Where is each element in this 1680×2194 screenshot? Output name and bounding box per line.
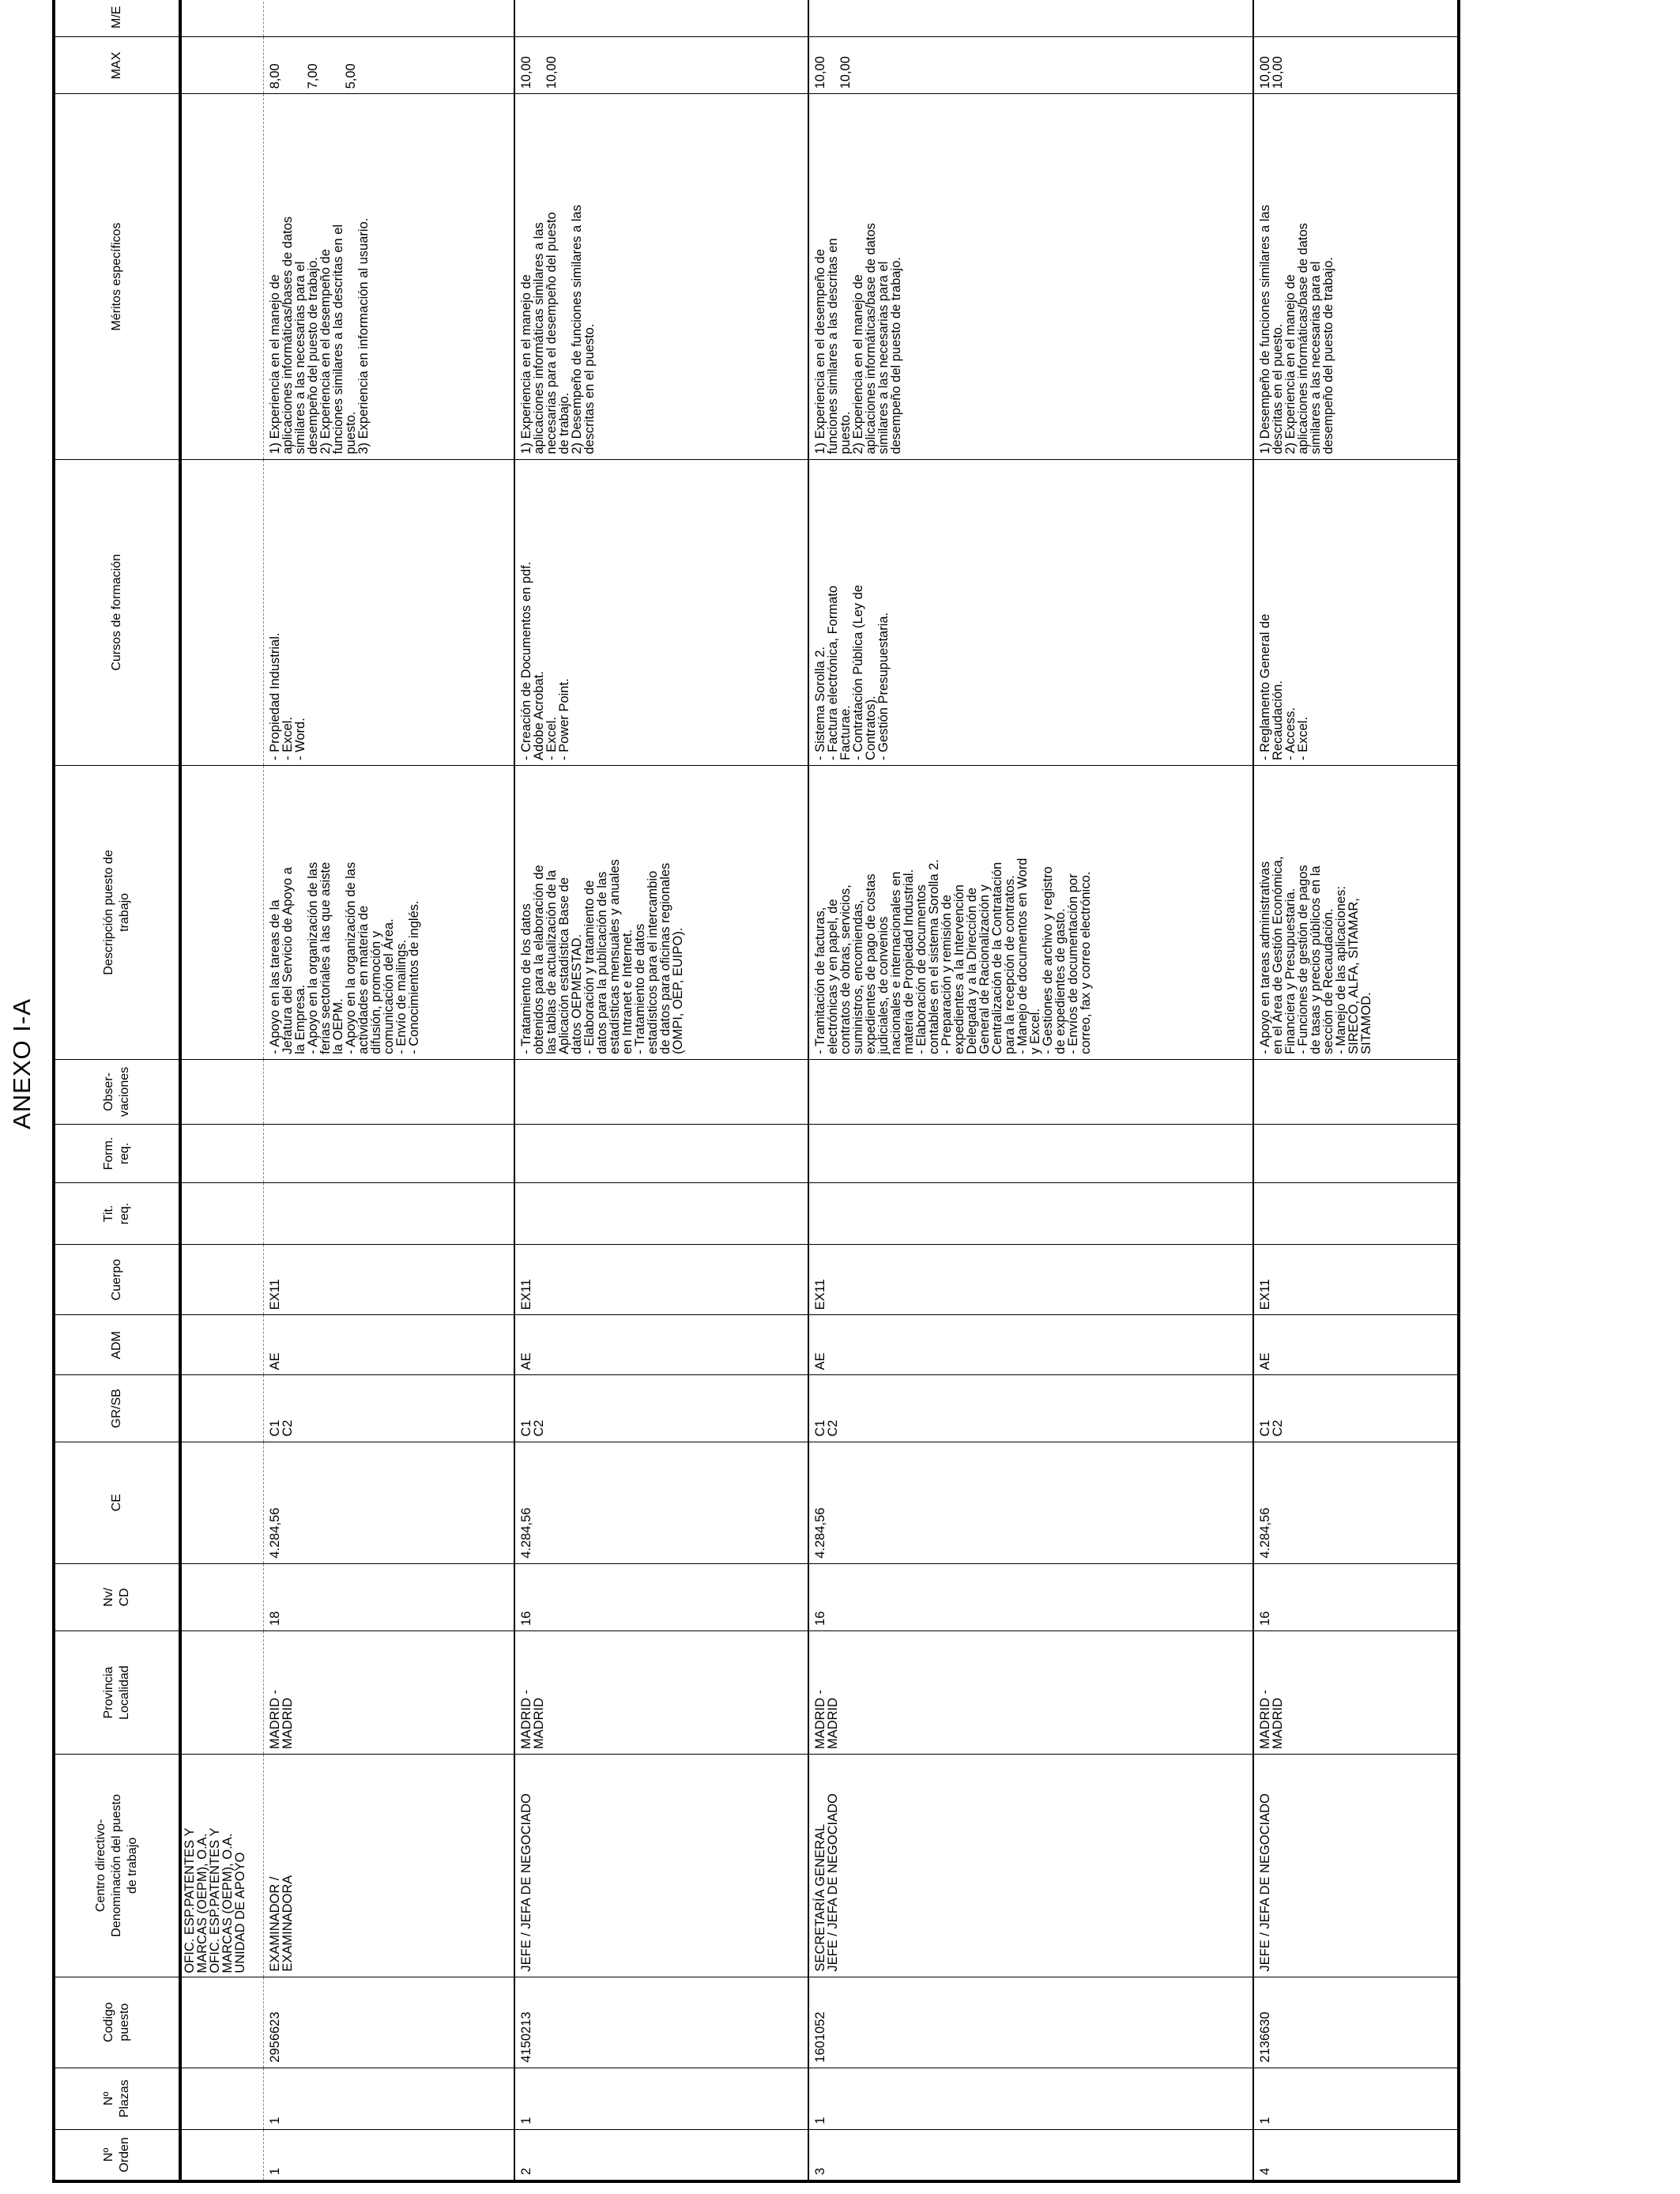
cell-descripcion: - Tratamiento de los datos obtenidos para la elaboración de las tablas de actualización de la Aplicación estadística Base de datos OEPMESTAD. - Elaboración y tratamiento de datos para la publicación de las estadísticas mensuales y anuales en Intranet e Internet. - Tratamiento de datos estadísticos para el intercambio de datos para oficinas regionales (OMPI, OEP, EUIPO). [514, 765, 808, 1059]
cell-me [514, 0, 808, 37]
cell-grupo: C1 C2 [808, 1375, 1253, 1442]
header-codigo: Codigo puesto [54, 1977, 180, 2068]
header-row [54, 0, 180, 2181]
header-formacion: Form. req. [54, 1125, 180, 1183]
cell-meritos: 1) Experiencia en el desempeño de funciones similares a las descritas en puesto. 2) Experiencia en el manejo de aplicaciones informáticas/base de datos similares a las necesarias para el desempeño del puesto de trabajo. [808, 94, 1253, 459]
cell-centro: JEFE / JEFA DE NEGOCIADO [514, 1755, 808, 1977]
cell-orden: 3 [808, 2129, 1253, 2181]
cell-meritos: 1) Experiencia en el manejo de aplicaciones informáticas similares a las necesarias para el desempeño del puesto de trabajo. 2) Desempeño de funciones similares a las descritas en el puesto. [514, 94, 808, 459]
cell-orden: 1 [263, 2129, 514, 2181]
cell-grupo: C1 C2 [1253, 1375, 1459, 1442]
cell-max: 8,00 7,00 5,00 [263, 37, 514, 94]
header-meritos: Méritos específicos [54, 94, 180, 459]
header-cursos: Cursos de formación [54, 459, 180, 765]
cell-formacion [514, 1125, 808, 1183]
cell-titulacion [263, 1182, 514, 1244]
cell-titulacion [514, 1182, 808, 1244]
table-row [1253, 0, 1459, 2181]
department-name: OFIC. ESP.PATENTES Y MARCAS (OEPM), O.A. OFIC. ESP.PATENTES Y MARCAS (OEPM), O.A. UNIDAD DE APOYO [180, 1755, 264, 1977]
cell-provincia: MADRID - MADRID [808, 1631, 1253, 1755]
cell-cuerpo: EX11 [263, 1245, 514, 1315]
cell-ce: 4.284,56 [514, 1442, 808, 1563]
header-centro: Centro directivo- Denominación del puesto de trabajo [54, 1755, 180, 1977]
cell-adm: AE [263, 1315, 514, 1375]
cell-plazas: 1 [263, 2068, 514, 2129]
table-row [514, 0, 808, 2181]
cell-nivel: 18 [263, 1563, 514, 1630]
cell-grupo: C1 C2 [263, 1375, 514, 1442]
cell-formacion [808, 1125, 1253, 1183]
cell-provincia: MADRID - MADRID [263, 1631, 514, 1755]
cell-adm: AE [514, 1315, 808, 1375]
header-adm: ADM [54, 1315, 180, 1375]
cell-max: 10,00 10,00 [514, 37, 808, 94]
cell-orden: 2 [514, 2129, 808, 2181]
positions-table [52, 0, 1460, 2183]
cell-cuerpo: EX11 [808, 1245, 1253, 1315]
cell-descripcion: - Tramitación de facturas, electrónicas y en papel, de contratos de obras, servicios, suministros, encomiendas, expedientes de pago de costas judiciales, de convenios nacionales e internacionales en materia de Propiedad Industrial. - Elaboración de documentos contables en el sistema Sorolla 2. - Preparación y remisión de expedientes a la Intervención Delegada y a la Dirección de General de Racionalización y Centralización de la Contratación para la recepción de contratos. - Manejo de documentos en Word y Excel. - Gestiones de archivo y registro de expedientes de gasto. - Envíos de documentación por correo, fax y correo electrónico. [808, 765, 1253, 1059]
department-row [180, 0, 264, 2181]
cell-cursos: - Sistema Sorolla 2. - Factura electrónica, Formato Facturae. - Contratación Pública (Ley de Contratos). - Gestión Presupuestaria. [808, 459, 1253, 765]
cell-descripcion: - Apoyo en tareas administrativas en el Área de Gestión Económica, Financiera y Presupuestaria. - Funciones de gestión de pagos de tasas y precios públicos en la sección de Recaudación. - Manejo de las aplicaciones: SIRECO, ALFA, SITAMAR, SITAMOD. [1253, 765, 1459, 1059]
cell-cursos: - Reglamento General de Recaudación. - Access. - Excel. [1253, 459, 1459, 765]
cell-grupo: C1 C2 [514, 1375, 808, 1442]
cell-max: 10,00 10,00 [808, 37, 1253, 94]
cell-nivel: 16 [808, 1563, 1253, 1630]
header-observaciones: Obser- vaciones [54, 1059, 180, 1124]
header-titulacion: Tit. req. [54, 1182, 180, 1244]
cell-observaciones [263, 1059, 514, 1124]
cell-observaciones [1253, 1059, 1459, 1124]
cell-cursos: - Propiedad Industrial. - Excel. - Word. [263, 459, 514, 765]
cell-cuerpo: EX11 [1253, 1245, 1459, 1315]
cell-centro: JEFE / JEFA DE NEGOCIADO [1253, 1755, 1459, 1977]
cell-titulacion [1253, 1182, 1459, 1244]
cell-provincia: MADRID - MADRID [1253, 1631, 1459, 1755]
header-ce: CE [54, 1442, 180, 1563]
header-nivel: Nv/ CD [54, 1563, 180, 1630]
cell-codigo: 2136630 [1253, 1977, 1459, 2068]
cell-ce: 4.284,56 [263, 1442, 514, 1563]
cell-codigo: 2956623 [263, 1977, 514, 2068]
header-cuerpo: Cuerpo [54, 1245, 180, 1315]
cell-cuerpo: EX11 [514, 1245, 808, 1315]
cell-formacion [1253, 1125, 1459, 1183]
cell-me [808, 0, 1253, 37]
cell-observaciones [808, 1059, 1253, 1124]
header-plazas: Nº Plazas [54, 2068, 180, 2129]
cell-codigo: 1601052 [808, 1977, 1253, 2068]
department-name: SECRETARÍA GENERAL [813, 1823, 828, 1972]
cell-meritos: 1) Desempeño de funciones similares a las descritas en el puesto. 2) Experiencia en el manejo de aplicaciones informáticas/base de datos similares a las necesarias para el desempeño del puesto de trabajo. [1253, 94, 1459, 459]
cell-plazas: 1 [1253, 2068, 1459, 2129]
cell-observaciones [514, 1059, 808, 1124]
cell-codigo: 4150213 [514, 1977, 808, 2068]
header-max: MAX [54, 37, 180, 94]
header-provincia: Provincia Localidad [54, 1631, 180, 1755]
cell-titulacion [808, 1182, 1253, 1244]
cell-orden: 4 [1253, 2129, 1459, 2181]
header-descripcion: Descripción puesto de trabajo [54, 765, 180, 1059]
header-me: M/E [54, 0, 180, 37]
cell-plazas: 1 [514, 2068, 808, 2129]
cell-ce: 4.284,56 [808, 1442, 1253, 1563]
cell-centro: EXAMINADOR / EXAMINADORA [263, 1755, 514, 1977]
header-grupo: GR/SB [54, 1375, 180, 1442]
cell-provincia: MADRID - MADRID [514, 1631, 808, 1755]
cell-centro: SECRETARÍA GENERAL JEFE / JEFA DE NEGOCIADO [808, 1755, 1253, 1977]
cell-cursos: - Creación de Documentos en pdf. Adobe Acrobat. - Excel. - Power Point. [514, 459, 808, 765]
cell-plazas: 1 [808, 2068, 1253, 2129]
cell-max: 10,00 10,00 [1253, 37, 1459, 94]
cell-ce: 4.284,56 [1253, 1442, 1459, 1563]
cell-adm: AE [808, 1315, 1253, 1375]
cell-descripcion: - Apoyo en las tareas de la Jefatura del Servicio de Apoyo a la Empresa. - Apoyo en la organización de las ferias sectoriales a las que asiste la OEPM. - Apoyo en la organización de las actividades en materia de difusión, promoción y comunicación del Área. - Envío de mailings. - Conocimientos de inglés. [263, 765, 514, 1059]
cell-formacion [263, 1125, 514, 1183]
table-row [808, 0, 1253, 2181]
cell-adm: AE [1253, 1315, 1459, 1375]
cell-nivel: 16 [514, 1563, 808, 1630]
cell-meritos: 1) Experiencia en el manejo de aplicaciones informáticas/bases de datos similares a las necesarias para el desempeño del puesto de trabajo. 2) Experiencia en el desempeño de funciones similares a las descritas en el puesto. 3) Experiencia en información al usuario. [263, 94, 514, 459]
cell-me [263, 0, 514, 37]
cell-me [1253, 0, 1459, 37]
table-row [263, 0, 514, 2181]
header-orden: Nº Orden [54, 2129, 180, 2181]
cell-nivel: 16 [1253, 1563, 1459, 1630]
document-title: ANEXO I-A [8, 998, 36, 1129]
